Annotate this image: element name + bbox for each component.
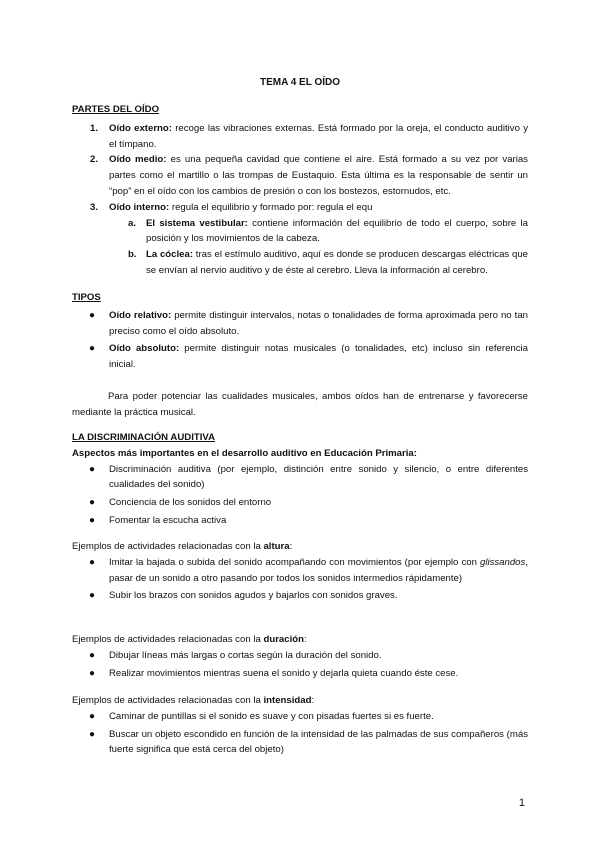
section-intro (72, 539, 528, 555)
bullet-icon: ● (89, 649, 96, 661)
list-item (72, 308, 528, 340)
intro-text: Ejemplos de actividades relacionadas con la (72, 695, 264, 706)
bullet-icon: ● (89, 497, 96, 509)
item-text: Dibujar líneas más largas o cortas según la duración del sonido. (109, 649, 382, 661)
section-partes (72, 102, 528, 279)
list-item (72, 727, 528, 759)
item-text: , pasar de un sonido a otro pasando por todos los sonidos intermedios rápidamente) (109, 556, 528, 584)
item-number: 3. (90, 201, 99, 213)
item-text: permite distinguir intervalos, notas o tonalidades de forma aproximada pero no tan preciso como el oído absoluto. (109, 309, 528, 337)
item-text: Buscar un objeto escondido en función de la intensidad de las palmadas de sus compañeros (más fuerte significa que está cerca del objeto) (109, 728, 528, 756)
item-text: Imitar la bajada o subida del sonido acompañando con movimientos (por ejemplo con (109, 556, 480, 568)
paragraph: Para poder potenciar las cualidades musicales, ambos oídos han de entrenarse y favorecerse mediante la práctica musical. (72, 390, 528, 418)
sub-list-item (72, 216, 528, 248)
intro-colon: : (311, 695, 315, 706)
section-heading-discriminacion: LA DISCRIMINACIÓN AUDITIVA (72, 432, 216, 443)
page-number: 1 (518, 797, 525, 809)
list-item (72, 121, 528, 153)
item-term: Oído externo: (109, 122, 172, 134)
bullet-icon: ● (89, 514, 96, 526)
item-text: contiene información del equilibrio de todo el cuerpo, sobre la posición y los movimientos de la cabeza. (146, 217, 528, 245)
item-term: Oído medio: (109, 154, 167, 166)
item-term: Oído relativo: (109, 309, 172, 321)
section-altura (72, 539, 528, 606)
list-item (72, 462, 528, 494)
list-item (72, 152, 528, 199)
list-item (72, 666, 528, 682)
item-text: Conciencia de los sonidos del entorno (109, 497, 272, 509)
item-term: Oído interno: (109, 201, 170, 213)
item-number: 2. (90, 154, 99, 166)
list-item (72, 588, 528, 604)
item-text: Subir los brazos con sonidos agudos y bajarlos con sonidos graves. (109, 590, 398, 602)
bullet-icon: ● (89, 710, 96, 722)
sub-list-item (72, 247, 528, 279)
section-subheading: Aspectos más importantes en el desarrollo auditivo en Educación Primaria: (72, 447, 417, 459)
item-text: Discriminación auditiva (por ejemplo, distinción entre sonido y silencio, o entre diferentes cualidades del sonido) (109, 463, 528, 491)
section-intensidad (72, 693, 528, 760)
item-letter: a. (128, 217, 137, 229)
bullet-icon: ● (89, 309, 96, 321)
section-heading-tipos: TIPOS (72, 292, 101, 303)
item-letter: b. (128, 249, 137, 261)
bullet-icon: ● (89, 728, 96, 740)
item-text: Realizar movimientos mientras suena el sonido y dejarla quieta cuando éste cese. (109, 667, 459, 679)
bullet-icon: ● (89, 667, 96, 679)
section-discriminacion (72, 430, 528, 531)
list-item (72, 648, 528, 664)
intro-text: Ejemplos de actividades relacionadas con la (72, 634, 264, 645)
item-text: Caminar de puntillas si el sonido es suave y con pisadas fuertes si es fuerte. (109, 710, 434, 722)
item-term: El sistema vestibular: (146, 217, 248, 229)
item-text: es una pequeña cavidad que contiene el aire. Está formado a su vez por varias partes como el martillo o las trompas de Eustaquio. Esta última es la responsable de sentir un “pop” en el oído con los cambios de presión o con los bostezos, estornudos, etc. (109, 154, 528, 197)
item-text: regula el equilibrio y formado por: regula el equ (169, 201, 373, 213)
intro-keyword: duración (263, 634, 304, 645)
bullet-icon: ● (89, 343, 96, 355)
intro-keyword: intensidad (263, 695, 312, 706)
list-item (72, 341, 528, 373)
bullet-icon: ● (89, 463, 96, 475)
item-italic: glissandos (479, 556, 526, 568)
item-number: 1. (90, 122, 99, 134)
item-text: Fomentar la escucha activa (109, 514, 227, 526)
item-text: permite distinguir notas musicales (o tonalidades, etc) incluso sin referencia inicial. (109, 343, 528, 371)
list-item (72, 200, 528, 216)
intro-text: Ejemplos de actividades relacionadas con la (72, 541, 264, 552)
page-title: TEMA 4 EL OÍDO (259, 77, 340, 88)
section-intro (72, 693, 528, 709)
list-item (72, 555, 528, 587)
intro-colon: : (303, 634, 307, 645)
bullet-icon: ● (89, 590, 96, 602)
section-duracion (72, 632, 528, 683)
item-term: Oído absoluto: (109, 343, 180, 355)
list-item (72, 709, 528, 725)
item-text: recoge las vibraciones externas. Está formado por la oreja, el conducto auditivo y el tímpano. (109, 122, 528, 150)
list-item (72, 513, 528, 529)
section-tipos (72, 290, 528, 421)
item-term: La cóclea: (146, 249, 194, 261)
intro-colon: : (289, 541, 293, 552)
section-heading-partes: PARTES DEL OÍDO (72, 104, 160, 115)
intro-keyword: altura (263, 541, 290, 552)
list-item (72, 495, 528, 511)
item-text: tras el estímulo auditivo, aquí es donde se producen descargas eléctricas que se envían al nervio auditivo y de éste al cerebro. Lleva la información al cerebro. (146, 249, 528, 276)
bullet-icon: ● (89, 556, 96, 568)
section-intro (72, 632, 528, 648)
